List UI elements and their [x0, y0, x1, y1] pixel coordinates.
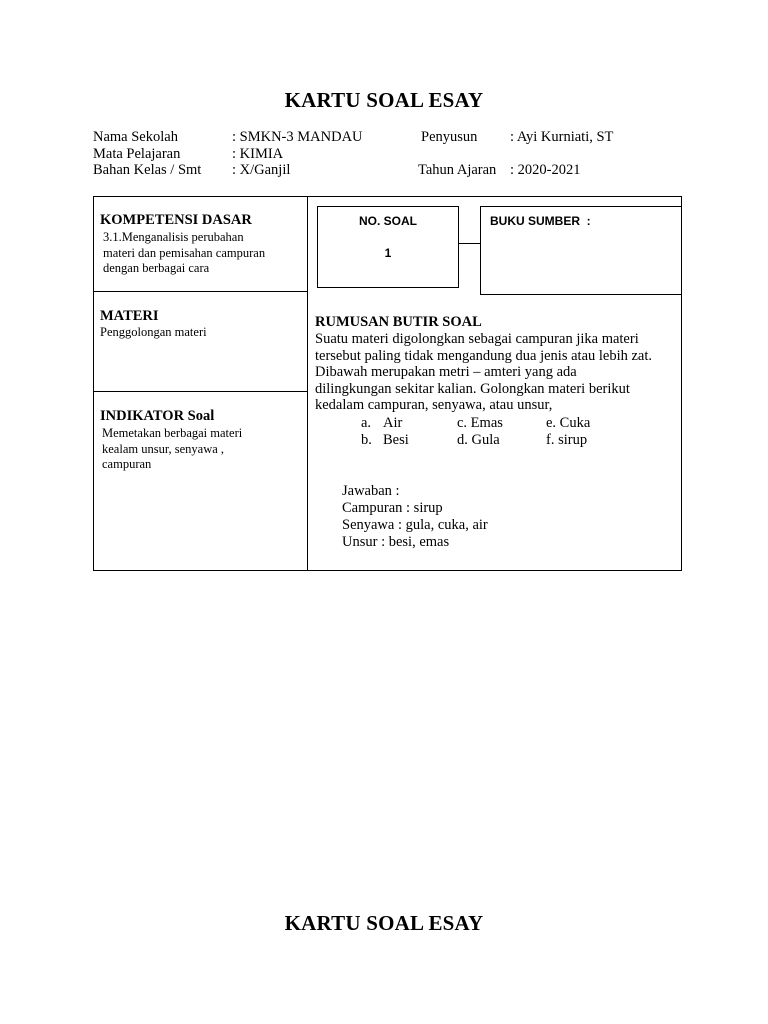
- kompetensi-line: 3.1.Menganalisis perubahan: [103, 230, 244, 244]
- option-f: f. sirup: [546, 432, 588, 448]
- kompetensi-divider: [93, 291, 307, 292]
- jawaban-heading: Jawaban :: [342, 483, 400, 499]
- indikator-line: kealam unsur, senyawa ,: [102, 441, 225, 456]
- mata-pelajaran-label: Mata Pelajaran: [93, 146, 181, 162]
- jawaban-line: Senyawa : gula, cuka, air: [342, 517, 488, 533]
- rumusan-line: Dibawah merupakan metri – amteri yang ada: [315, 364, 577, 380]
- kompetensi-dasar-title: KOMPETENSI DASAR: [100, 212, 252, 228]
- penyusun-value: : Ayi Kurniati, ST: [510, 129, 614, 145]
- materi-title: MATERI: [100, 308, 159, 324]
- rumusan-line: dilingkungan sekitar kalian. Golongkan materi berikut: [315, 380, 630, 397]
- rumusan-text: [315, 331, 677, 414]
- option-d: d. Gula: [457, 432, 500, 448]
- materi-text: Penggolongan materi: [100, 325, 207, 339]
- rumusan-line: kedalam campuran, senyawa, atau unsur,: [315, 397, 553, 413]
- buku-sumber-label: BUKU SUMBER :: [490, 214, 591, 228]
- indikator-text: [102, 426, 242, 473]
- nama-sekolah-label: Nama Sekolah: [93, 129, 178, 145]
- option-a-marker: a.: [361, 415, 372, 431]
- option-a-text: Air: [383, 415, 403, 431]
- kompetensi-line: materi dan pemisahan campuran: [103, 245, 266, 260]
- tahun-ajaran-value: : 2020-2021: [510, 162, 581, 178]
- bahan-kelas-value: : X/Ganjil: [232, 162, 291, 178]
- materi-divider: [93, 391, 307, 392]
- indikator-line: Memetakan berbagai materi: [102, 426, 243, 440]
- nama-sekolah-value: : SMKN-3 MANDAU: [232, 129, 363, 145]
- penyusun-label: Penyusun: [421, 129, 478, 145]
- tahun-ajaran-label: Tahun Ajaran: [418, 162, 497, 178]
- box-connector: [459, 243, 481, 244]
- card-column-divider: [307, 196, 308, 571]
- option-e: e. Cuka: [546, 415, 591, 431]
- no-soal-label: NO. SOAL: [358, 214, 417, 228]
- rumusan-line: Suatu materi digolongkan sebagai campuran jika materi: [315, 331, 639, 347]
- rumusan-title: RUMUSAN BUTIR SOAL: [315, 314, 482, 330]
- option-b-text: Besi: [383, 432, 409, 448]
- jawaban-line: Unsur : besi, emas: [342, 534, 450, 550]
- bahan-kelas-label: Bahan Kelas / Smt: [93, 162, 202, 178]
- page-title: KARTU SOAL ESAY: [284, 88, 484, 112]
- next-card-title: KARTU SOAL ESAY: [284, 911, 484, 935]
- indikator-title: INDIKATOR Soal: [100, 408, 215, 424]
- jawaban-block: [342, 483, 488, 551]
- kompetensi-dasar-text: [103, 230, 265, 277]
- jawaban-line: Campuran : sirup: [342, 500, 443, 516]
- kompetensi-line: dengan berbagai cara: [103, 261, 210, 275]
- indikator-line: campuran: [102, 457, 152, 471]
- option-c: c. Emas: [457, 415, 503, 431]
- mata-pelajaran-value: : KIMIA: [232, 146, 284, 162]
- option-b-marker: b.: [361, 432, 372, 448]
- no-soal-value: 1: [384, 246, 392, 260]
- rumusan-line: tersebut paling tidak mengandung dua jenis atau lebih zat.: [315, 347, 653, 364]
